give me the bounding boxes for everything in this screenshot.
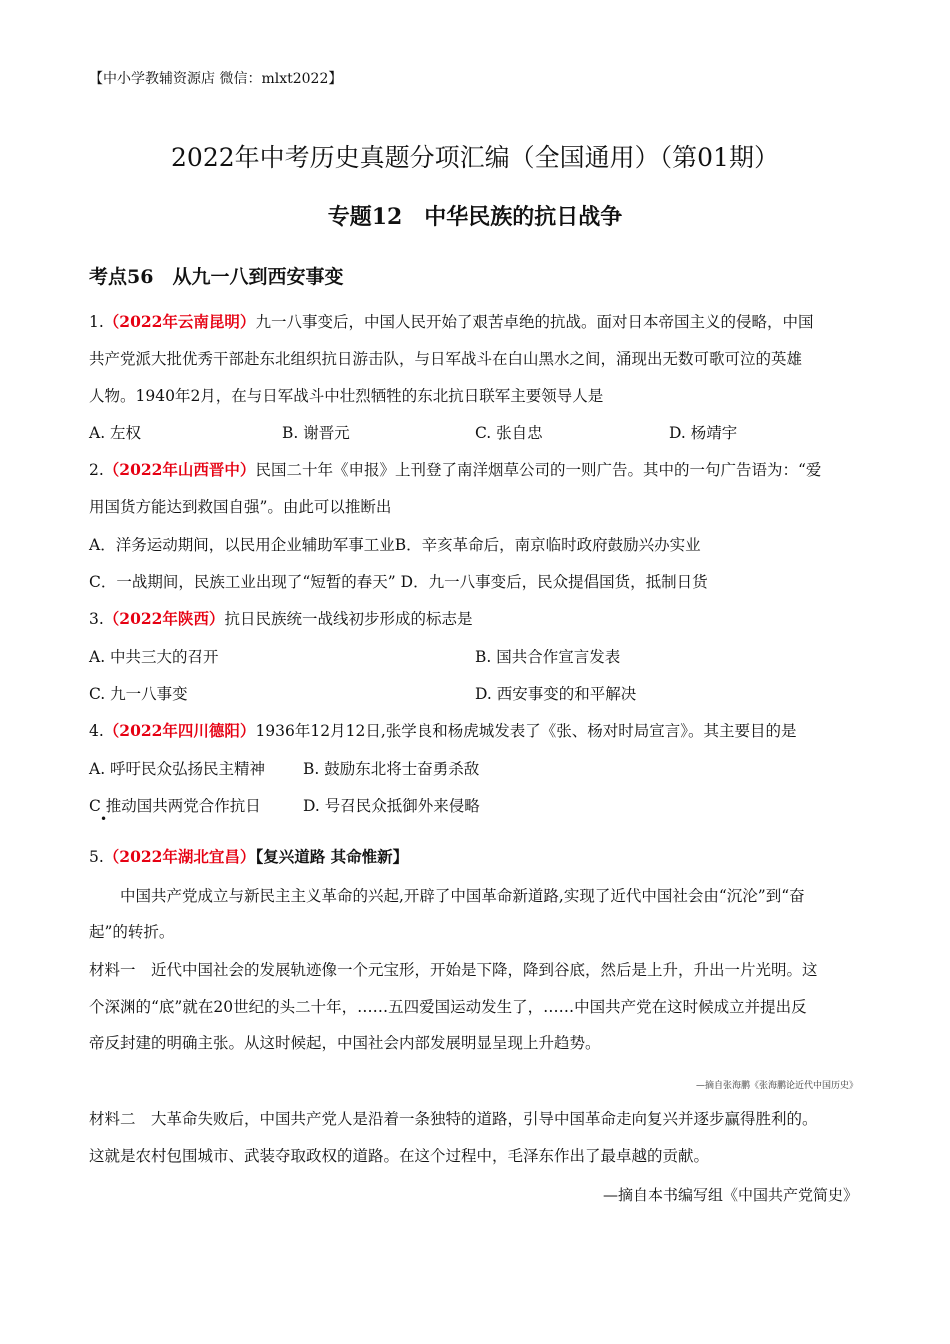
q5-source: （2022年湖北宜昌） <box>103 847 256 866</box>
q1-stem-1: 九一八事变后，中国人民开始了艰苦卓绝的抗战。面对日本帝国主义的侵略，中国 <box>255 313 814 331</box>
topic-subtitle: 专题12 中华民族的抗日战争 <box>327 204 623 230</box>
q1-option-c: C. 张自忠 <box>475 424 543 442</box>
q1-line-3: 人物。1940年2月，在与日军战斗中壮烈牺牲的东北抗日联军主要领导人是 <box>89 387 604 405</box>
q3-number: 3. <box>89 610 104 628</box>
page-title: 2022年中考历史真题分项汇编（全国通用）（第01期） <box>171 143 779 172</box>
q3-stem: 抗日民族统一战线初步形成的标志是 <box>224 610 473 628</box>
q4-stem: 1936年12月12日,张学良和杨虎城发表了《张、杨对时局宣言》。其主要目的是 <box>255 722 797 740</box>
q2-options-ab: A．洋务运动期间，以民用企业辅助军事工业B．辛亥革命后，南京临时政府鼓励兴办实业 <box>89 536 701 554</box>
material-1-line-3: 帝反封建的明确主张。从这时候起，中国社会内部发展明显呈现上升趋势。 <box>89 1034 601 1052</box>
q1-line-2: 共产党派大批优秀干部赴东北组织抗日游击队，与日军战斗在白山黑水之间，涌现出无数可歌可泣的英雄 <box>89 350 803 368</box>
material-1-citation: —摘自张海鹏《张海鹏论近代中国历史》 <box>695 1081 858 1091</box>
q3-line-1 <box>89 607 879 629</box>
q1-option-d: D. 杨靖宇 <box>669 424 738 442</box>
q1-line-1 <box>89 310 879 332</box>
q5-line-1 <box>89 845 879 867</box>
q4-source: （2022年四川德阳） <box>103 721 256 740</box>
section-heading: 考点56 从九一八到西安事变 <box>89 266 344 288</box>
q2-line-1 <box>89 458 879 480</box>
q3-source: （2022年陕西） <box>103 609 225 628</box>
q4-number: 4. <box>89 722 104 740</box>
q4-option-d: D. 号召民众抵御外来侵略 <box>303 797 480 815</box>
material-2-line-2: 这就是农村包围城市、武装夺取政权的道路。在这个过程中，毛泽东作出了最卓越的贡献。 <box>89 1147 710 1165</box>
q5-intro-1: 中国共产党成立与新民主主义革命的兴起,开辟了中国革命新道路,实现了近代中国社会由“沉沦”到“奋 <box>120 887 805 905</box>
q4-option-b: B. 鼓励东北将士奋勇杀敌 <box>303 760 480 778</box>
q3-option-a: A. 中共三大的召开 <box>89 648 219 666</box>
q3-option-b: B. 国共合作宣言发表 <box>475 648 621 666</box>
q4-line-1 <box>89 719 879 741</box>
material-2-line-1: 材料二 大革命失败后，中国共产党人是沿着一条独特的道路，引导中国革命走向复兴并逐步赢得胜利的。 <box>89 1110 818 1128</box>
q5-tag: 【复兴道路 其命惟新】 <box>255 847 409 866</box>
q5-intro-2: 起”的转折。 <box>89 923 175 941</box>
q1-option-b: B. 谢晋元 <box>282 424 350 442</box>
q4-option-a: A. 呼吁民众弘扬民主精神 <box>89 760 266 778</box>
q1-number: 1. <box>89 313 104 331</box>
resource-header: 【中小学教辅资源店 微信：mlxt2022】 <box>89 71 343 87</box>
stray-dot: • <box>100 812 108 826</box>
q2-number: 2. <box>89 461 104 479</box>
q1-option-a: A. 左权 <box>89 424 142 442</box>
q5-number: 5. <box>89 848 104 866</box>
q2-source: （2022年山西晋中） <box>103 460 256 479</box>
q3-option-c: C. 九一八事变 <box>89 685 188 703</box>
q1-source: （2022年云南昆明） <box>103 312 256 331</box>
q4-option-c: C 推动国共两党合作抗日 <box>89 797 261 815</box>
q2-options-cd: C．一战期间，民族工业出现了“短暂的春天” D．九一八事变后，民众提倡国货，抵制日货 <box>89 573 708 591</box>
q2-line-2: 用国货方能达到救国自强”。由此可以推断出 <box>89 498 392 516</box>
material-1-line-2: 个深渊的“底”就在20世纪的头二十年，……五四爱国运动发生了，……中国共产党在这时候成立并提出反 <box>89 998 807 1016</box>
q2-stem-1: 民国二十年《申报》上刊登了南洋烟草公司的一则广告。其中的一句广告语为：“爱 <box>255 461 822 479</box>
q3-option-d: D. 西安事变的和平解决 <box>475 685 637 703</box>
material-1-line-1: 材料一 近代中国社会的发展轨迹像一个元宝形，开始是下降，降到谷底，然后是上升，升出一片光明。这 <box>89 961 818 979</box>
material-2-citation: —摘自本书编写组《中国共产党简史》 <box>602 1186 858 1204</box>
